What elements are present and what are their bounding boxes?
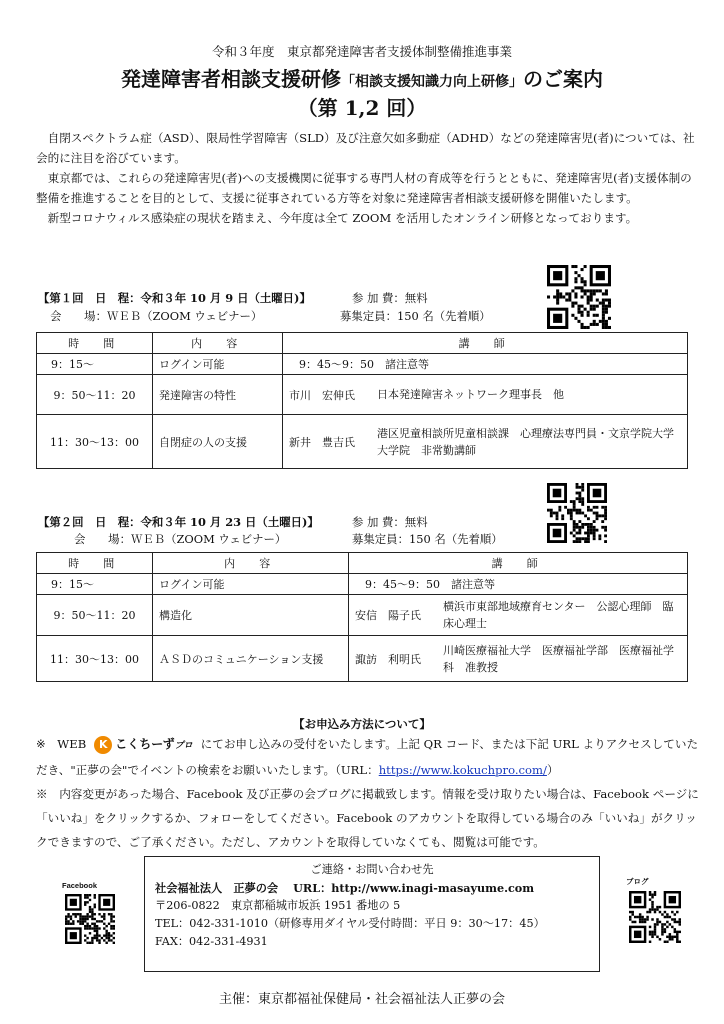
apply-web-text xyxy=(36,732,700,782)
contact-address: 〒206-0822 東京都稲城市坂浜 1951 番地の 5 xyxy=(155,899,401,912)
column-header: 時 間 xyxy=(37,333,153,354)
time-cell: 9：50～11：20 xyxy=(37,375,153,415)
speaker-name: 安信 陽子氏 xyxy=(355,609,421,622)
session2-capacity: 募集定員：150 名（先着順） xyxy=(352,532,503,546)
notice-text: 9：45～9：50 諸注意等 xyxy=(299,358,429,371)
content-cell: ログイン可能 xyxy=(153,574,349,595)
content-cell: 構造化 xyxy=(153,595,349,636)
speaker-name: 新井 豊吉氏 xyxy=(289,435,355,449)
speaker-name: 諏訪 利明氏 xyxy=(355,652,421,666)
time-cell: 9：50～11：20 xyxy=(37,595,153,636)
contact-org: 社会福祉法人 正夢の会 URL：http://www.inagi-masayume.com xyxy=(155,881,535,895)
title-number: （第 1,2 回） xyxy=(297,96,427,120)
speaker-cell xyxy=(283,375,688,415)
blog-qr-label: ブログ xyxy=(626,877,649,886)
column-header: 講 師 xyxy=(283,333,688,354)
intro-text xyxy=(36,128,696,228)
page-title xyxy=(0,63,724,92)
content-cell: ログイン可能 xyxy=(153,354,283,375)
table-row xyxy=(37,595,688,636)
time-cell: 11：30～13：00 xyxy=(37,636,153,682)
time-cell: 9：15～ xyxy=(37,354,153,375)
time-cell: 11：30～13：00 xyxy=(37,415,153,469)
speaker-name: 市川 宏伸氏 xyxy=(289,388,355,402)
content-cell: 自閉症の人の支援 xyxy=(153,415,283,469)
speaker-cell xyxy=(349,595,688,636)
intro-paragraph: 新型コロナウィルス感染症の現状を踏まえ、今年度は全て ZOOM を活用したオンライン研修となっております。 xyxy=(47,211,638,225)
contact-box xyxy=(144,856,600,972)
contact-tel: TEL：042-331-1010（研修専用ダイヤル受付時間：平日 9：30～17：45） xyxy=(155,917,545,930)
header-subtitle: 令和３年度 東京都発達障害者支援体制整備推進事業 xyxy=(211,44,512,59)
table-header-row xyxy=(37,553,688,574)
speaker-cell xyxy=(283,354,688,375)
session1-schedule-table xyxy=(36,332,688,469)
table-row xyxy=(37,354,688,375)
intro-paragraph: 東京都では、これらの発達障害児(者)への支援機関に従事する専門人材の育成等を行うとともに、発達障害児(者)支援体制の整備を推進することを目的として、支援に従事されている方等を対象に発達障害者相談支援研修を開催いたします。 xyxy=(36,171,692,205)
title-main: 発達障害者相談支援研修 xyxy=(121,67,341,91)
table-row xyxy=(37,415,688,469)
kokuchi-logo-icon: K xyxy=(94,736,112,754)
kokuchi-logo-sub: プロ xyxy=(174,741,193,751)
kokuchi-logo-text: こくちーず xyxy=(115,737,175,751)
table-row xyxy=(37,636,688,682)
speaker-affiliation: 日本発達障害ネットワーク理事長 他 xyxy=(377,388,564,401)
content-cell: ＡＳＤのコミュニケーション支援 xyxy=(153,636,349,682)
session2-schedule-table xyxy=(36,552,688,682)
blog-qr-code-icon[interactable] xyxy=(628,890,682,944)
speaker-cell xyxy=(349,574,688,595)
apply-section-title: 【お申込み方法について】 xyxy=(293,717,431,731)
session2-venue: 会 場：ＷＥＢ（ZOOM ウェビナー） xyxy=(74,532,287,546)
column-header: 内 容 xyxy=(153,333,283,354)
qr-code-icon[interactable] xyxy=(546,264,612,330)
table-header-row xyxy=(37,333,688,354)
session1-date: 【第１回 日 程：令和３年 10 月 9 日（土曜日)】 xyxy=(38,291,311,305)
kokuchi-logo[interactable] xyxy=(94,732,192,758)
session2-date: 【第２回 日 程：令和３年 10 月 23 日（土曜日)】 xyxy=(38,515,319,529)
content-cell: 発達障害の特性 xyxy=(153,375,283,415)
column-header: 時 間 xyxy=(37,553,153,574)
speaker-affiliation: 港区児童相談所児童相談課 心理療法専門員・文京学院大学大学院 非常勤講師 xyxy=(377,426,674,457)
column-header: 内 容 xyxy=(153,553,349,574)
apply-body: にてお申し込みの受付をいたします。上記 QR コード、または下記 URL よりアクセスしていただき、"正夢の会"でイベントの検索をお願いいたします。（URL： xyxy=(36,737,699,777)
session2-fee: 参 加 費：無料 xyxy=(352,515,428,529)
speaker-affiliation: 川崎医療福祉大学 医療福祉学部 医療福祉学科 准教授 xyxy=(443,643,674,674)
title-tail: のご案内 xyxy=(523,67,603,91)
speaker-cell xyxy=(349,636,688,682)
qr-code-icon[interactable] xyxy=(546,482,608,544)
column-header: 講 師 xyxy=(349,553,688,574)
kokuchpro-link[interactable]: https://www.kokuchpro.com/ xyxy=(378,763,547,777)
contact-fax: FAX：042-331-4931 xyxy=(155,935,268,948)
session1-fee: 参 加 費：無料 xyxy=(352,291,428,305)
title-inner: 「相談支援知識力向上研修」 xyxy=(341,74,523,90)
facebook-qr-label: Facebook xyxy=(62,881,98,890)
facebook-qr-code-icon[interactable] xyxy=(64,893,116,945)
time-cell: 9：15～ xyxy=(37,574,153,595)
organizer-footer: 主催：東京都福祉保健局・社会福祉法人正夢の会 xyxy=(218,992,505,1007)
table-row xyxy=(37,375,688,415)
speaker-affiliation: 横浜市東部地域療育センター 公認心理師 臨床心理士 xyxy=(443,600,674,630)
apply-instructions xyxy=(36,732,700,854)
session1-capacity: 募集定員：150 名（先着順） xyxy=(340,309,491,323)
intro-paragraph: 自閉スペクトラム症（ASD）、限局性学習障害（SLD）及び注意欠如多動症（ADHD）などの発達障害児(者)については、社会的に注目を浴びています。 xyxy=(36,131,695,165)
session1-venue: 会 場：ＷＥＢ（ZOOM ウェビナー） xyxy=(50,309,263,323)
contact-title: ご連絡・お問い合わせ先 xyxy=(310,863,434,876)
apply-note: ※ 内容変更があった場合、Facebook 及び正夢の会ブログに掲載致します。情報を受け取りたい場合は、Facebook ページに「いいね」をクリックするか、フォローをしてください。Facebook のアカウントを取得している場合のみ「いいね」がクリックできますので、ご了承ください。ただし、アカウントを取得していなくても、閲覧は可能です。 xyxy=(36,787,699,849)
apply-close-paren: ） xyxy=(546,763,559,777)
apply-prefix: ※ WEB xyxy=(36,737,87,751)
speaker-cell xyxy=(283,415,688,469)
table-row xyxy=(37,574,688,595)
notice-text: 9：45～9：50 諸注意等 xyxy=(365,578,495,591)
